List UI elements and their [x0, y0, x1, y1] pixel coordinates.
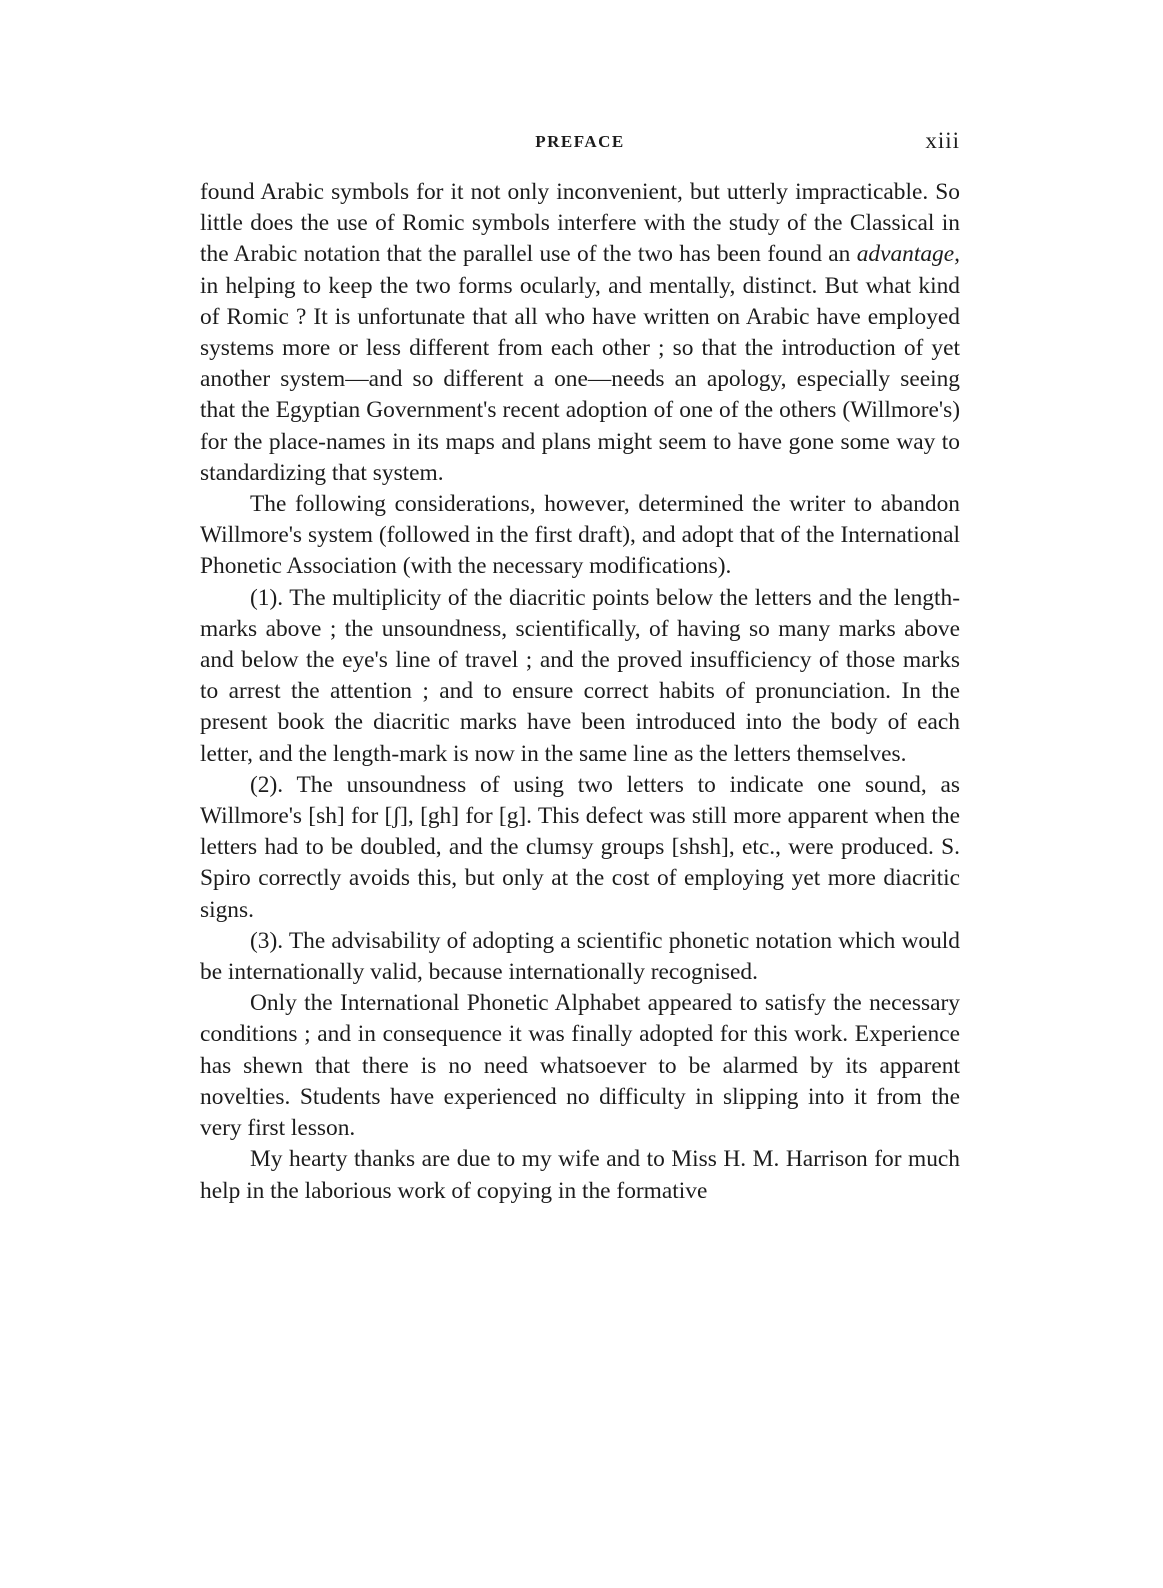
paragraph-point-2: (2). The unsoundness of using two letters to indicate one sound, as Willmore's [sh] for [ʃ], [gh] for [g]. This defect was still more apparent when the letters had to be doubled, and the clumsy groups [shsh], etc., were produced. S. Spiro correctly avoids this, but only at the cost of employing yet more diacritic signs. — [200, 771, 960, 923]
paragraph-continuation — [200, 177, 960, 489]
paragraph-considerations: The following considerations, however, determined the writer to abandon Willmore's system (followed in the first draft), and adopt that of the International Phonetic Association (with the necessary modifications). — [200, 491, 960, 580]
paragraph-point-3: (3). The advisability of adopting a scientific phonetic notation which would be internationally valid, because internationally recognised. — [200, 927, 960, 986]
page-number: xiii — [925, 128, 960, 153]
paragraph-text: in helping to keep the two forms ocularly, and mentally, distinct. But what kind of Romic ? It is unfortunate that all who have written on Arabic have employed systems more or less different from each other ; so that the introduction of yet another system—and so different a one—needs an apology, especially seeing that the Egyptian Government's recent adoption of one of the others (Willmore's) for the place-names in its maps and plans might seem to have gone some way to standardizing that system. — [200, 272, 960, 486]
paragraph-ipa-adoption: Only the International Phonetic Alphabet appeared to satisfy the necessary conditions ; and in consequence it was finally adopted for this work. Experience has shewn that there is no need whatsoever to be alarmed by its apparent novelties. Students have experienced no difficulty in slipping into it from the very first lesson. — [200, 990, 960, 1142]
running-head — [200, 128, 960, 158]
running-title: PREFACE — [535, 132, 625, 151]
paragraph-text: found Arabic symbols for it not only inconvenient, but utterly impracticable. So little does the use of Romic symbols interfere with the study of the Classical in the Arabic notation that the parallel use of the two has been found an — [200, 179, 960, 268]
paragraph-acknowledgements: My hearty thanks are due to my wife and to Miss H. M. Harrison for much help in the laborious work of copying in the formative — [200, 1146, 960, 1204]
emphasized-word: advantage, — [856, 241, 960, 268]
paragraph-point-1: (1). The multiplicity of the diacritic points below the letters and the length-marks above ; the unsoundness, scientifically, of having so many marks above and below the eye's line of travel ; and the proved insufficiency of those marks to arrest the attention ; and to ensure correct habits of pronunciation. In the present book the diacritic marks have been introduced into the body of each letter, and the length-mark is now in the same line as the letters themselves. — [200, 584, 960, 767]
body-text — [200, 177, 960, 1207]
